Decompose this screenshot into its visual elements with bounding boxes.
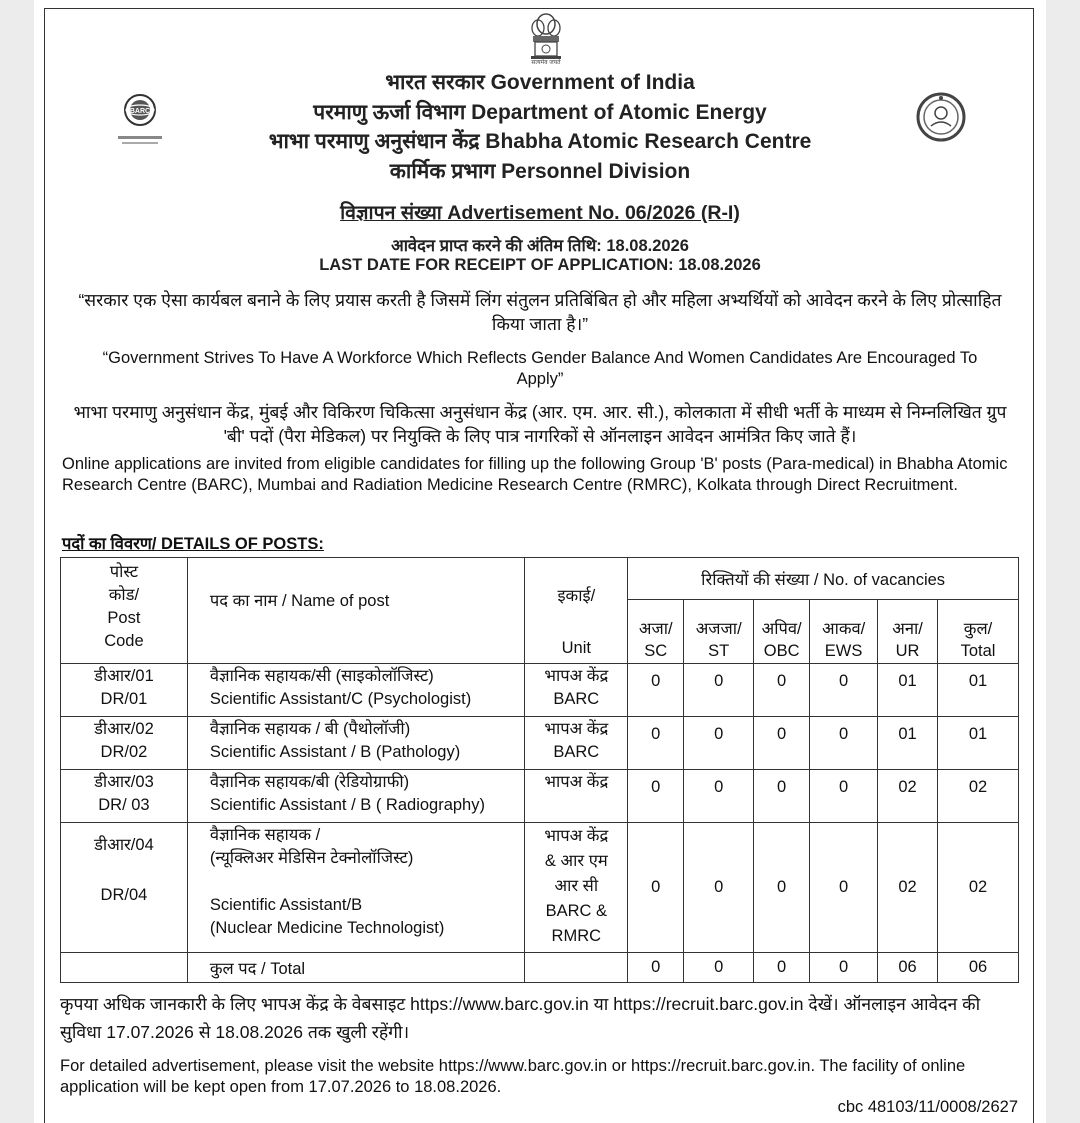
footer-note-hindi: कृपया अधिक जानकारी के लिए भापअ केंद्र के वेबसाइट https://www.barc.gov.in या https://recruit.barc.gov.in देखें। ऑनलाइन आवेदन की सुविधा 17.07.2026 से 18.08.2026 तक खुली रहेंगी। [60, 994, 981, 1042]
header-line-government: भारत सरकार Government of India [385, 71, 695, 94]
obc-cell: 0 [754, 823, 810, 953]
post-code-cell: डीआर/01 DR/01 [61, 664, 188, 717]
intro-english: Online applications are invited from eligible candidates for filling up the following Group 'B' posts (Para-medical) in Bhabha Atomic Research Centre (BARC), Mumbai and Radiation Medicine Research Centre (RMRC), Kolkata through Direct Recruitment. [62, 455, 1008, 494]
ur-cell: 02 [878, 823, 938, 953]
unit-cell: भापअ केंद्र [525, 770, 628, 823]
sc-cell: 0 [628, 823, 684, 953]
post-name-cell: वैज्ञानिक सहायक / (न्यूक्लिअर मेडिसिन टेक्नोलॉजिस्ट) Scientific Assistant/B (Nuclear Medicine Technologist) [187, 823, 525, 953]
posts-table [60, 557, 1019, 983]
st-cell: 0 [684, 717, 754, 770]
unit-cell: भापअ केंद्र & आर एम आर सी BARC & RMRC [525, 823, 628, 953]
ur-cell: 02 [878, 770, 938, 823]
total-row-label: कुल पद / Total [187, 953, 525, 983]
gender-balance-quote-hindi: “सरकार एक ऐसा कार्यबल बनाने के लिए प्रयास करती है जिसमें लिंग संतुलन प्रतिबिंबित हो और महिला अभ्यर्थियों को आवेदन करने के लिए प्रोत्साहित किया जाता है।” [78, 290, 1002, 334]
total-cell: 02 [938, 770, 1019, 823]
total-obc-cell: 0 [754, 953, 810, 983]
total-ews-cell: 0 [810, 953, 878, 983]
header-post-code-hindi: पोस्ट कोड/ [108, 563, 140, 604]
header-name-label: पद का नाम / Name of post [209, 592, 390, 610]
table-row [61, 717, 1019, 770]
footer-note-english: For detailed advertisement, please visit the website https://www.barc.gov.in or https://recruit.barc.gov.in. The facility of online application will be kept open from 17.07.2026 to 18.08.2026. [60, 1057, 966, 1096]
header-ur: अना/ UR [878, 600, 938, 664]
cbc-number: cbc 48103/11/0008/2627 [837, 1098, 1018, 1116]
header-post-code [61, 558, 188, 664]
total-ur-cell: 06 [878, 953, 938, 983]
ews-cell: 0 [810, 823, 878, 953]
st-cell: 0 [684, 664, 754, 717]
last-date-english: LAST DATE FOR RECEIPT OF APPLICATION: 18.08.2026 [319, 256, 761, 274]
total-st-cell: 0 [684, 953, 754, 983]
ur-cell: 01 [878, 717, 938, 770]
unit-cell: भापअ केंद्र BARC [525, 717, 628, 770]
ur-cell: 01 [878, 664, 938, 717]
header-st: अजजा/ ST [684, 600, 754, 664]
table-row [61, 664, 1019, 717]
header-unit-hindi: इकाई/ [557, 587, 596, 605]
ews-cell: 0 [810, 770, 878, 823]
header-total: कुल/ Total [938, 600, 1019, 664]
header-vacancies: रिक्तियों की संख्या / No. of vacancies [628, 558, 1019, 600]
obc-cell: 0 [754, 664, 810, 717]
sc-cell: 0 [628, 664, 684, 717]
gender-balance-quote-english: “Government Strives To Have A Workforce Which Reflects Gender Balance And Women Candidates Are Encouraged To Apply” [102, 349, 978, 388]
header-line-department: परमाणु ऊर्जा विभाग Department of Atomic Energy [313, 101, 767, 124]
advertisement-number: विज्ञापन संख्या Advertisement No. 06/2026 (R-I) [340, 202, 740, 224]
total-cell: 01 [938, 664, 1019, 717]
header-line-division: कार्मिक प्रभाग Personnel Division [389, 160, 691, 183]
total-cell: 01 [938, 717, 1019, 770]
total-sc-cell: 0 [628, 953, 684, 983]
table-row [61, 823, 1019, 953]
post-name-cell: वैज्ञानिक सहायक / बी (पैथोलॉजी) Scientific Assistant / B (Pathology) [187, 717, 525, 770]
ews-cell: 0 [810, 717, 878, 770]
unit-cell: भापअ केंद्र BARC [525, 664, 628, 717]
barc-logo-text: BARC [129, 108, 151, 115]
ews-cell: 0 [810, 664, 878, 717]
sc-cell: 0 [628, 770, 684, 823]
header-obc: अपिव/ OBC [754, 600, 810, 664]
st-cell: 0 [684, 823, 754, 953]
post-code-cell: डीआर/02 DR/02 [61, 717, 188, 770]
header-unit-english: Unit [561, 639, 591, 657]
header-post-code-english: Post Code [104, 609, 144, 650]
header-line-centre: भाभा परमाणु अनुसंधान केंद्र Bhabha Atomic Research Centre [268, 130, 812, 153]
last-date-hindi: आवेदन प्राप्त करने की अंतिम तिथि: 18.08.2026 [391, 237, 689, 255]
st-cell: 0 [684, 770, 754, 823]
emblem-caption: सत्यमेव जयते [531, 60, 561, 66]
total-cell: 02 [938, 823, 1019, 953]
table-row [61, 770, 1019, 823]
total-row-empty-cell [61, 953, 188, 983]
header-ews: आकव/ EWS [810, 600, 878, 664]
details-of-posts-title: पदों का विवरण/ DETAILS OF POSTS: [62, 535, 324, 553]
grand-total-cell: 06 [938, 953, 1019, 983]
post-code-cell: डीआर/04 DR/04 [61, 823, 188, 953]
header-name-of-post [187, 558, 525, 664]
obc-cell: 0 [754, 770, 810, 823]
total-row [61, 953, 1019, 983]
post-name-cell: वैज्ञानिक सहायक/सी (साइकोलॉजिस्ट) Scientific Assistant/C (Psychologist) [187, 664, 525, 717]
header-sc: अजा/ SC [628, 600, 684, 664]
obc-cell: 0 [754, 717, 810, 770]
post-name-cell: वैज्ञानिक सहायक/बी (रेडियोग्राफी) Scientific Assistant / B ( Radiography) [187, 770, 525, 823]
sc-cell: 0 [628, 717, 684, 770]
post-code-cell: डीआर/03 DR/ 03 [61, 770, 188, 823]
total-row-unit-cell [525, 953, 628, 983]
intro-hindi: भाभा परमाणु अनुसंधान केंद्र, मुंबई और विकिरण चिकित्सा अनुसंधान केंद्र (आर. एम. आर. सी.), कोलकाता में सीधी भर्ती के माध्यम से निम्नलिखित ग्रुप 'बी' पदों (पैरा मेडिकल) पर नियुक्ति के लिए पात्र नागरिकों से ऑनलाइन आवेदन आमंत्रित किए जाते हैं। [73, 402, 1007, 446]
header-unit [525, 558, 628, 664]
